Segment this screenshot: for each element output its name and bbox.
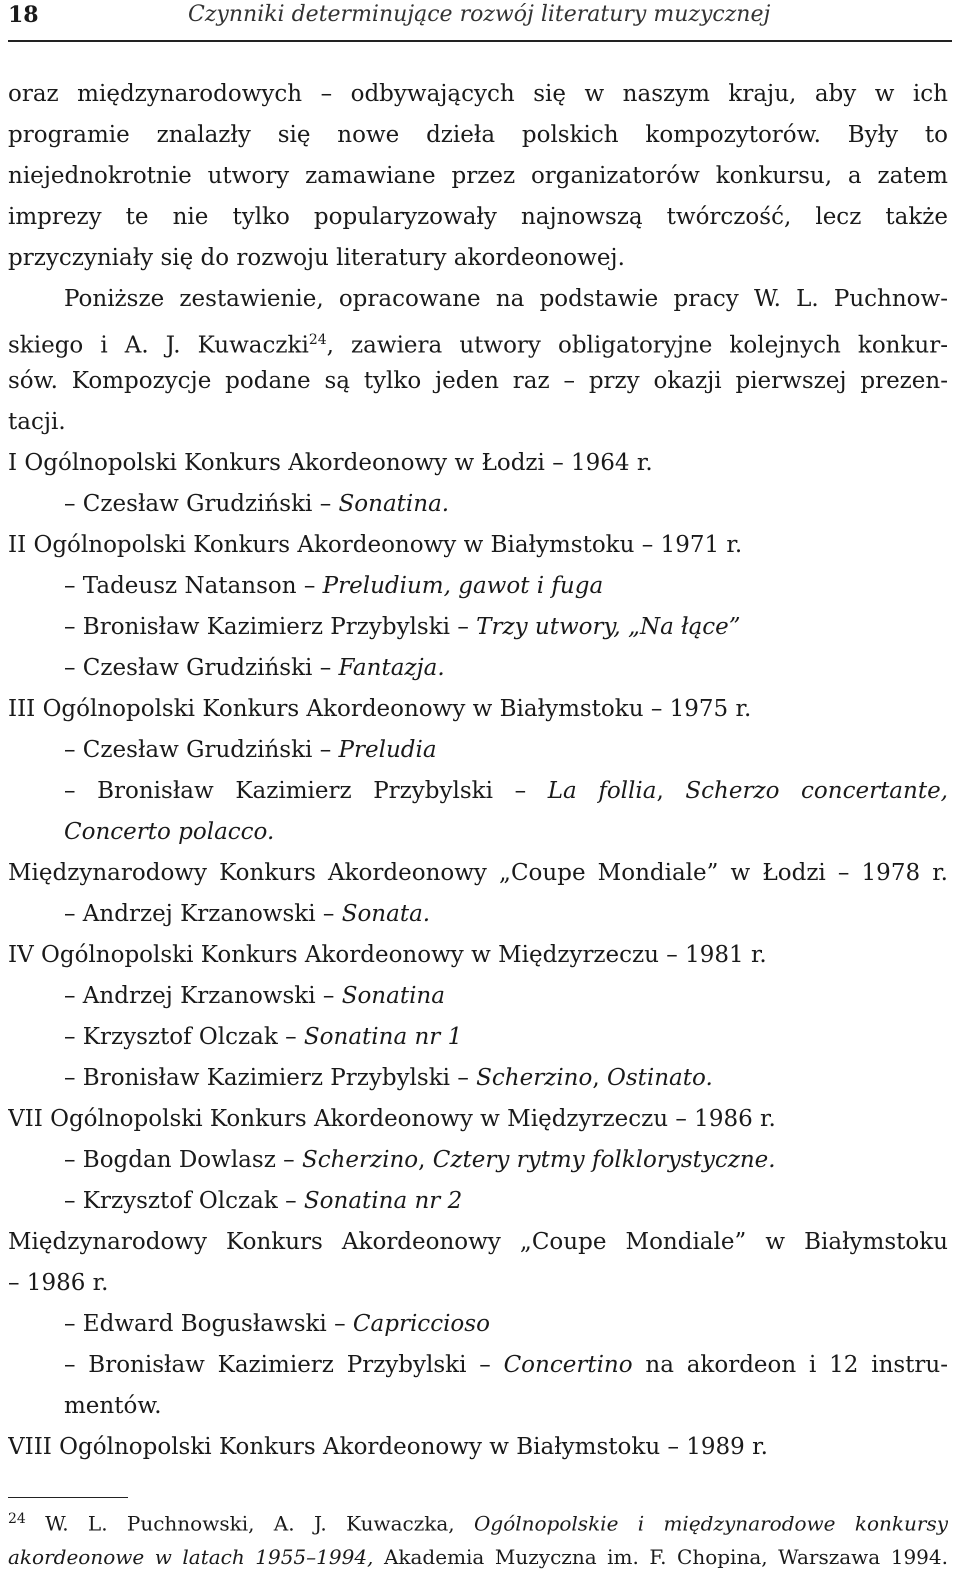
body-text	[8, 74, 948, 1468]
text-span: skiego i A. J. Kuwaczki	[8, 332, 309, 359]
text-line: programie znalazły się nowe dzieła polskich kompozytorów. Były to	[8, 122, 948, 148]
work-title: Preludium, gawot i fuga	[322, 573, 604, 599]
work-entry	[8, 1140, 948, 1181]
footnote-rule	[8, 1497, 128, 1498]
work-title: Sonatina nr 1	[303, 1024, 463, 1050]
separator: ,	[418, 1147, 433, 1173]
footnote-title: Ogólnopolskie i międzynarodowe konkursy	[474, 1511, 948, 1536]
composer: – Bogdan Dowlasz –	[64, 1147, 302, 1173]
text-span: na akordeon i 12 instru-	[632, 1352, 948, 1378]
work-entry	[8, 1345, 948, 1386]
competition-heading: VII Ogólnopolski Konkurs Akordeonowy w Międzyrzeczu – 1986 r.	[8, 1106, 776, 1132]
text-line	[8, 320, 948, 361]
separator: ,	[592, 1065, 607, 1091]
work-entry	[8, 607, 948, 648]
composer: – Andrzej Krzanowski –	[64, 901, 342, 927]
work-entry	[8, 1058, 948, 1099]
footnote-number: 24	[8, 1511, 26, 1527]
work-title: Fantazja.	[338, 655, 445, 681]
work-entry	[8, 730, 948, 771]
running-title: Czynniki determinujące rozwój literatury muzycznej	[188, 2, 771, 27]
composer: – Bronisław Kazimierz Przybylski –	[64, 1352, 504, 1378]
composer: – Bronisław Kazimierz Przybylski –	[64, 778, 548, 804]
competition-heading: III Ogólnopolski Konkurs Akordeonowy w Białymstoku – 1975 r.	[8, 696, 752, 722]
text-line: imprezy te nie tylko popularyzowały najnowszą twórczość, lecz także	[8, 204, 948, 230]
work-title: Sonatina.	[338, 491, 450, 517]
work-title: Trzy utwory, „Na łące”	[476, 614, 741, 640]
text-line: niejednokrotnie utwory zamawiane przez organizatorów konkursu, a zatem	[8, 163, 948, 189]
work-title: Scherzino	[301, 1147, 419, 1173]
work-title: Sonatina	[341, 983, 445, 1009]
work-title: Scherzino	[476, 1065, 593, 1091]
composer: – Bronisław Kazimierz Przybylski –	[64, 614, 477, 640]
work-entry	[8, 648, 948, 689]
composer: – Czesław Grudziński –	[64, 655, 339, 681]
footnote-line	[8, 1500, 948, 1538]
page-number: 18	[8, 2, 39, 28]
composer: – Krzysztof Olczak –	[64, 1024, 304, 1050]
competition-heading: II Ogólnopolski Konkurs Akordeonowy w Białymstoku – 1971 r.	[8, 532, 743, 558]
work-title: Scherzo concertante,	[685, 778, 948, 804]
composer: – Krzysztof Olczak –	[64, 1188, 304, 1214]
work-title: Sonatina nr 2	[303, 1188, 463, 1214]
footnote-line	[8, 1538, 948, 1576]
footnote-ref: 24	[308, 332, 327, 348]
text-line: oraz międzynarodowych – odbywających się w naszym kraju, aby w ich	[8, 81, 948, 107]
text-line: Poniższe zestawienie, opracowane na podstawie pracy W. L. Puchnow-	[64, 286, 948, 312]
footnote-title: akordeonowe w latach 1955–1994,	[8, 1545, 374, 1569]
competition-heading: Międzynarodowy Konkurs Akordeonowy „Coupe Mondiale” w Białymstoku	[8, 1229, 948, 1255]
work-entry	[8, 894, 948, 935]
work-entry	[8, 1304, 948, 1345]
work-entry	[8, 1017, 948, 1058]
text-span: , zawiera utwory obligatoryjne kolejnych konkur-	[326, 332, 948, 359]
work-entry	[8, 484, 948, 525]
composer: – Bronisław Kazimierz Przybylski –	[64, 1065, 477, 1091]
competition-heading-continued: – 1986 r.	[8, 1270, 109, 1296]
work-title: Concertino	[503, 1352, 633, 1378]
separator: ,	[656, 778, 686, 804]
footnote-publisher: Akademia Muzyczna im. F. Chopina, Warszawa 1994.	[373, 1545, 948, 1569]
composer: – Czesław Grudziński –	[64, 491, 339, 517]
text-line: sów. Kompozycje podane są tylko jeden raz – przy okazji pierwszej prezen-	[8, 368, 948, 394]
work-entry	[8, 566, 948, 607]
page-header	[8, 0, 952, 42]
competition-heading: Międzynarodowy Konkurs Akordeonowy „Coupe Mondiale” w Łodzi – 1978 r.	[8, 860, 948, 886]
competition-heading: I Ogólnopolski Konkurs Akordeonowy w Łodzi – 1964 r.	[8, 450, 653, 476]
work-title: Cztery rytmy folklorystyczne.	[432, 1147, 776, 1173]
composer: – Edward Bogusławski –	[64, 1311, 353, 1337]
work-entry	[8, 1181, 948, 1222]
work-title: Concerto polacco.	[64, 819, 275, 845]
work-title: Capriccioso	[352, 1311, 490, 1337]
work-title: Sonata.	[341, 901, 431, 927]
work-title: Preludia	[338, 737, 437, 763]
work-entry-continued: mentów.	[64, 1393, 162, 1419]
footnote-authors: W. L. Puchnowski, A. J. Kuwaczka,	[25, 1511, 474, 1536]
text-line: tacji.	[8, 409, 66, 435]
competition-heading: VIII Ogólnopolski Konkurs Akordeonowy w Białymstoku – 1989 r.	[8, 1434, 768, 1460]
work-entry	[8, 976, 948, 1017]
work-title: Ostinato.	[606, 1065, 713, 1091]
work-entry	[8, 771, 948, 812]
competition-heading: IV Ogólnopolski Konkurs Akordeonowy w Międzyrzeczu – 1981 r.	[8, 942, 767, 968]
text-line: przyczyniały się do rozwoju literatury akordeonowej.	[8, 245, 625, 271]
footnote	[8, 1500, 948, 1576]
composer: – Andrzej Krzanowski –	[64, 983, 342, 1009]
work-title: La follia	[547, 778, 657, 804]
composer: – Czesław Grudziński –	[64, 737, 339, 763]
work-entry-continued	[8, 812, 948, 853]
composer: – Tadeusz Natanson –	[64, 573, 323, 599]
